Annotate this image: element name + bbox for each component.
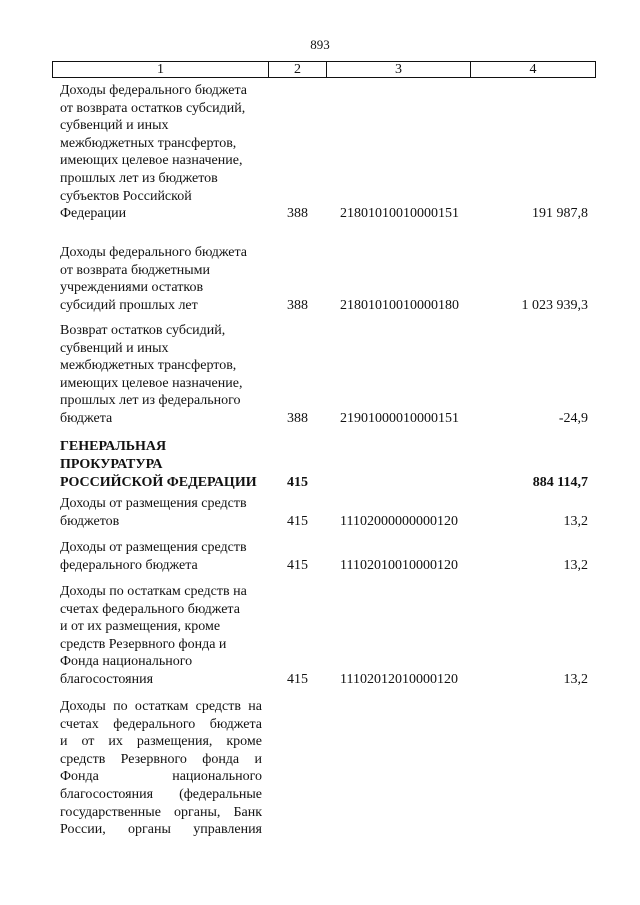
- table-row: [60, 495, 588, 531]
- table-row: [60, 244, 588, 315]
- row-description: Доходы от размещения средств федерального бюджета: [60, 540, 247, 573]
- row-amount: -24,9: [558, 411, 588, 427]
- row-amount: 13,2: [563, 514, 588, 530]
- table-header-row: [52, 61, 596, 78]
- row-description: Доходы от размещения средств бюджетов: [60, 496, 247, 529]
- header-col-3: 3: [327, 62, 471, 77]
- row-code: 415: [287, 558, 308, 574]
- row-description: Возврат остатков субсидий, субвенций и иных межбюджетных трансфертов, имеющих целевое назначение, прошлых лет из федерального бюджета: [60, 323, 243, 426]
- row-kbk: 11102000000000120: [340, 514, 458, 530]
- row-description: Доходы федерального бюджета от возврата бюджетными учреждениями остатков субсидий прошлых лет: [60, 245, 248, 313]
- row-amount: 1 023 939,3: [521, 298, 588, 314]
- section-header-row: [60, 438, 588, 492]
- section-title: ГЕНЕРАЛЬНАЯ ПРОКУРАТУРА РОССИЙСКОЙ ФЕДЕРАЦИИ: [60, 439, 257, 490]
- section-code: 415: [287, 475, 308, 491]
- row-kbk: 21801010010000180: [340, 298, 459, 314]
- row-code: 415: [287, 514, 308, 530]
- table-row: [60, 322, 588, 428]
- row-amount: 13,2: [563, 558, 588, 574]
- table-row: [60, 698, 588, 840]
- row-code: 388: [287, 206, 308, 222]
- header-col-1: 1: [53, 62, 269, 77]
- row-description: Доходы федерального бюджета от возврата остатков субсидий, субвенций и иных межбюджетных трансфертов, имеющих целевое назначение, прошлых лет из бюджетов субъектов Российской Федерации: [60, 83, 248, 222]
- row-amount: 191 987,8: [532, 206, 588, 222]
- header-col-2: 2: [269, 62, 327, 77]
- row-description: Доходы по остаткам средств на счетах федерального бюджета и от их размещения, кроме средств Резервного фонда и Фонда национального благосостояния: [60, 584, 247, 687]
- row-code: 388: [287, 411, 308, 427]
- table-row: [60, 539, 588, 575]
- row-kbk: 21901000010000151: [340, 411, 459, 427]
- row-kbk: 11102010010000120: [340, 558, 458, 574]
- row-kbk: 21801010010000151: [340, 206, 459, 222]
- page-number: 893: [310, 37, 330, 52]
- row-code: 388: [287, 298, 308, 314]
- header-col-4: 4: [529, 62, 537, 77]
- table-row: [60, 583, 588, 689]
- table-row: [60, 82, 588, 223]
- row-code: 415: [287, 672, 308, 688]
- row-kbk: 11102012010000120: [340, 672, 458, 688]
- row-description: Доходы по остаткам средств на счетах федерального бюджета и от их размещения, кроме средств Резервного фонда и Фонда национального благосостояния (федеральные государственные органы, Банк России, органы управления: [60, 699, 262, 838]
- section-amount: 884 114,7: [532, 475, 588, 491]
- row-amount: 13,2: [563, 672, 588, 688]
